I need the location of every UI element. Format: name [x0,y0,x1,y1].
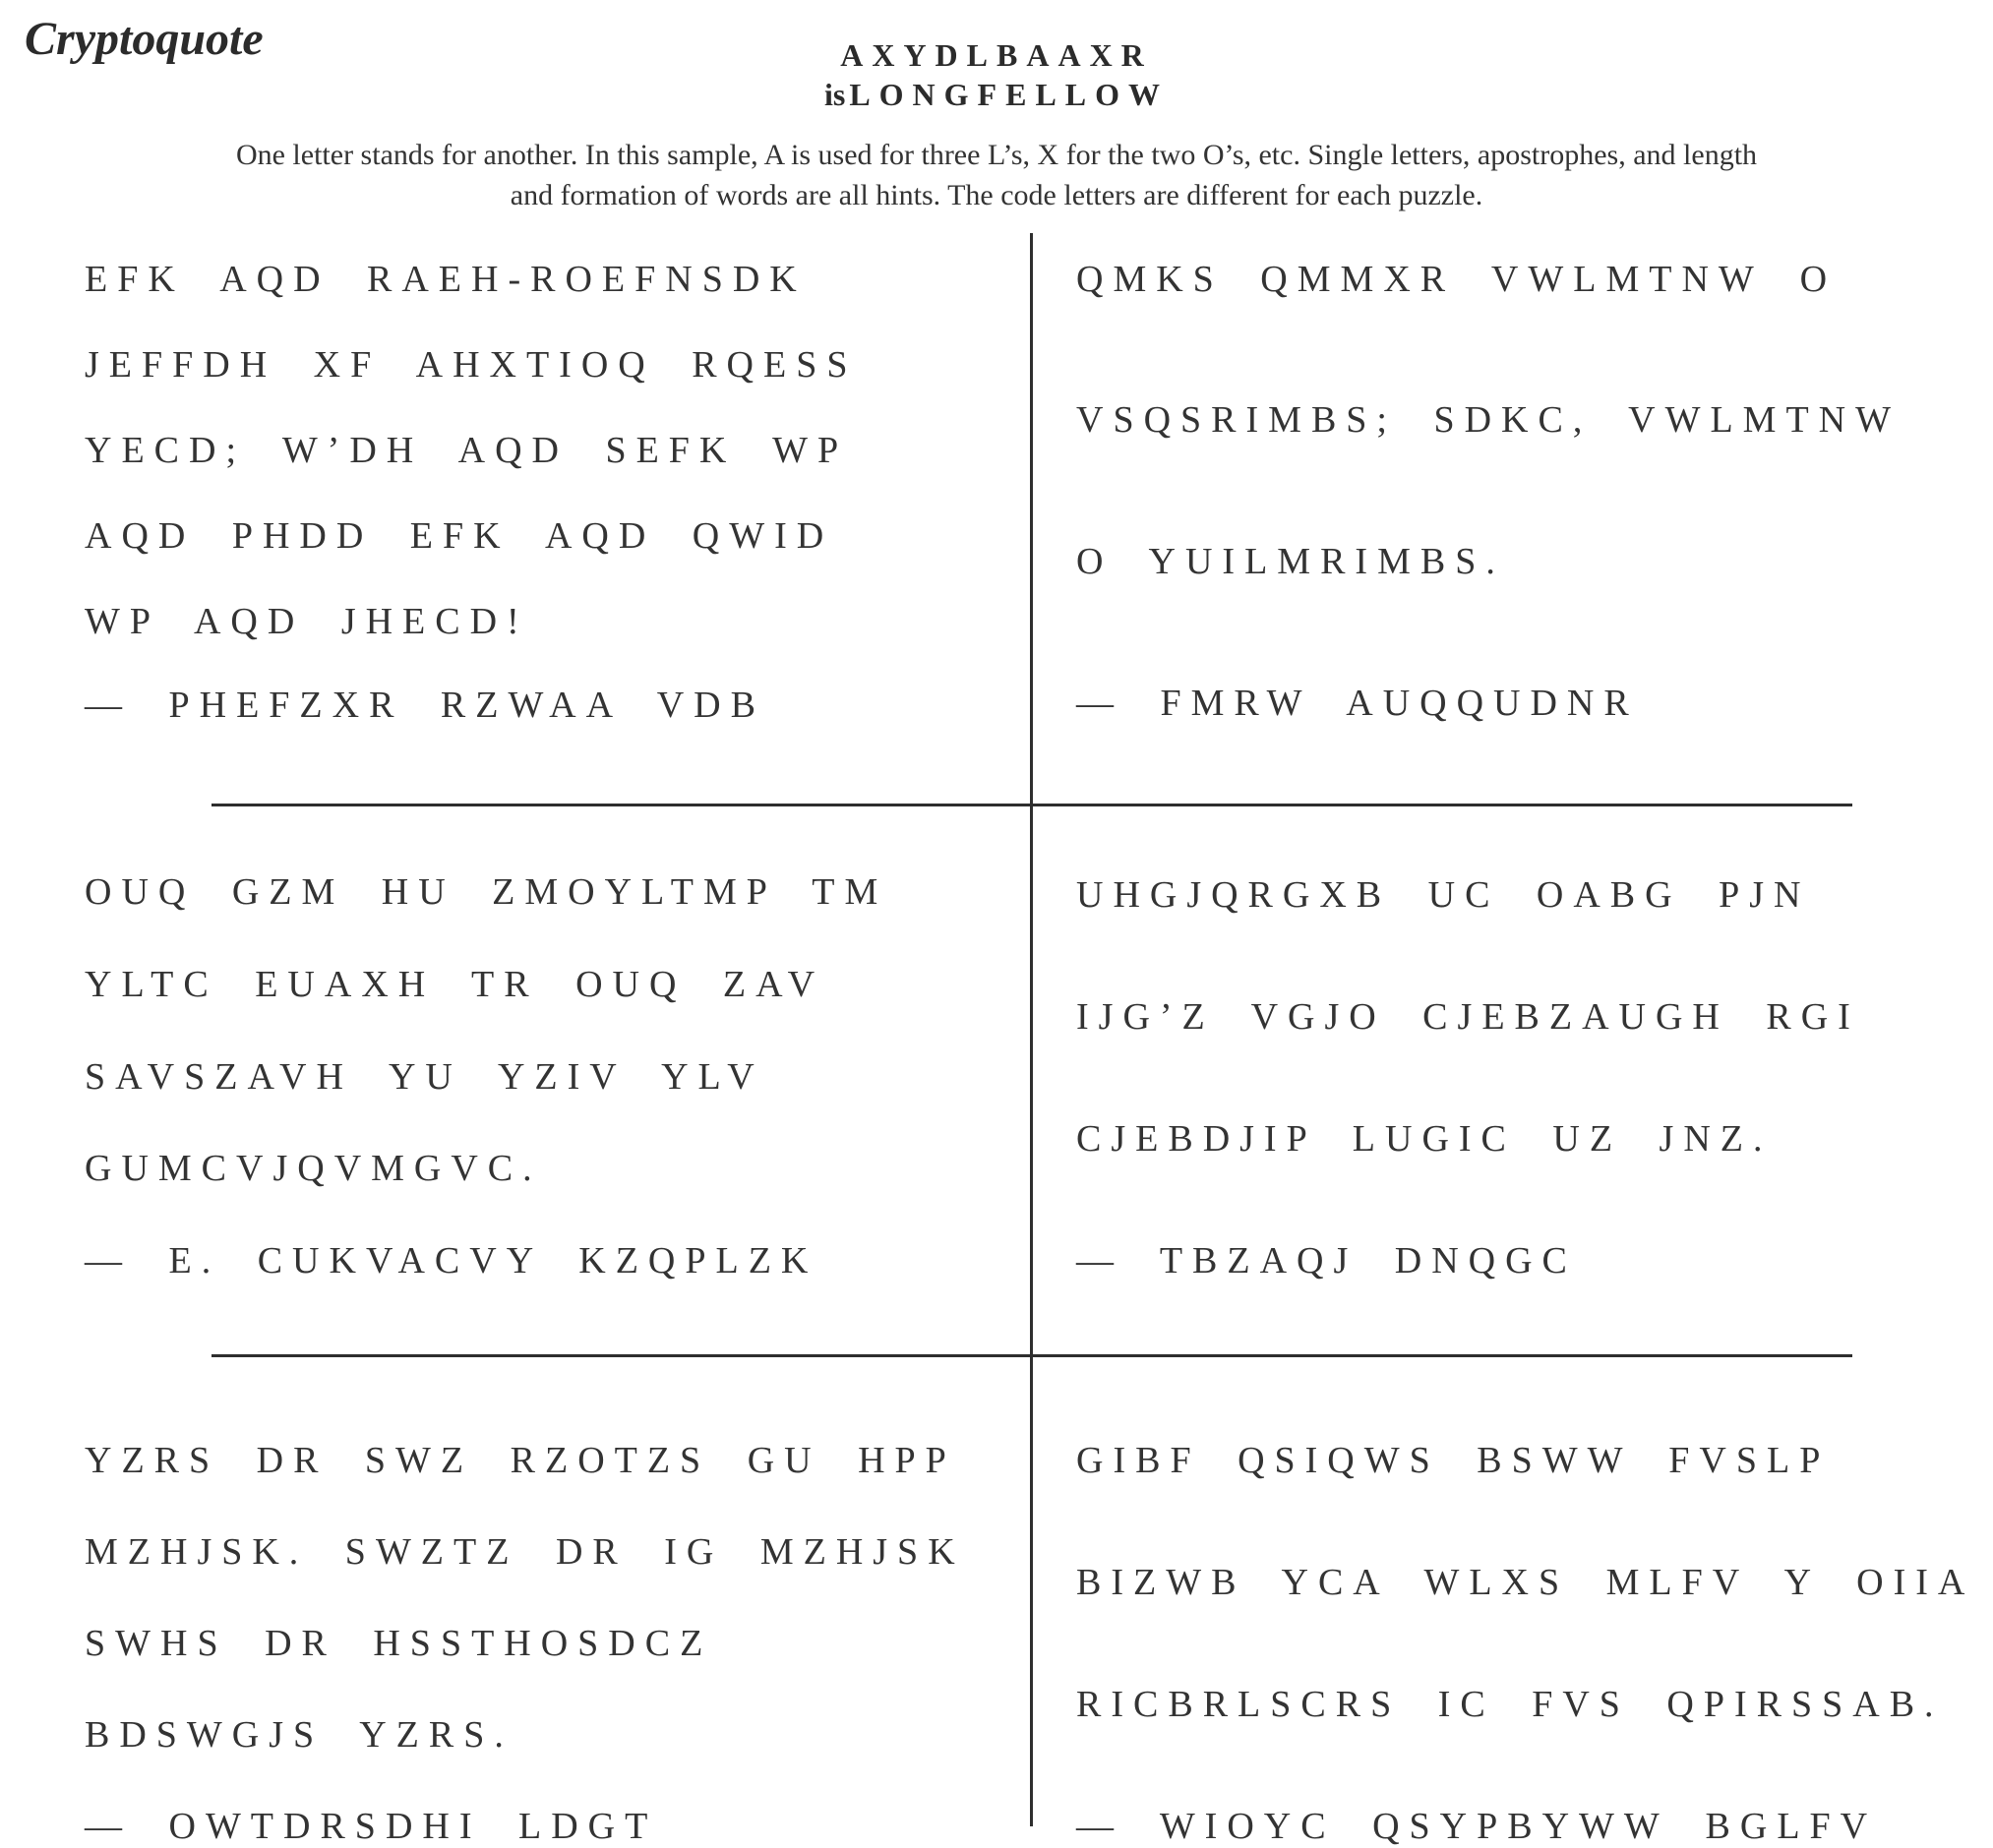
puzzle-author: — TBZAQJ DNQGC [1076,1240,1577,1282]
puzzle-line: OUQ GZM HU ZMOYLTMP TM [85,871,888,913]
puzzle-line: WP AQD JHECD! [85,601,529,642]
instructions [69,135,1924,215]
vertical-divider [1030,233,1033,1826]
page-title: Cryptoquote [25,13,264,65]
puzzle-line: MZHJSK. SWZTZ DR IG MZHJSK [85,1531,965,1573]
sample-plain-line [0,75,1993,114]
puzzle-line: SAVSZAVH YU YZIV YLV [85,1056,764,1098]
puzzle-author: — E. CUKVACVY KZQPLZK [85,1240,818,1282]
puzzle-line: YLTC EUAXH TR OUQ ZAV [85,964,825,1005]
puzzle-line: BIZWB YCA WLXS MLFV Y OIIA [1076,1562,1975,1603]
instructions-line-1: One letter stands for another. In this sample, A is used for three L’s, X for the two O’s, etc. Single letters, apostrophes, and length [235,139,1758,171]
instructions-line-2: and formation of words are all hints. The code letters are different for each puzzle. [510,179,1483,211]
puzzle-line: QMKS QMMXR VWLMTNW O [1076,259,1838,300]
sample-code: AXYDLBAAXR [840,37,1153,73]
puzzle-line: SWHS DR HSSTHOSDCZ [85,1623,713,1664]
puzzle-author: — FMRW AUQQUDNR [1076,683,1639,724]
puzzle-line: IJG’Z VGJO CJEBZAUGH RGI [1076,996,1860,1038]
puzzle-line: VSQSRIMBS; SDKC, VWLMTNW [1076,399,1901,441]
puzzle-line: BDSWGJS YZRS. [85,1714,513,1756]
puzzle-line: YZRS DR SWZ RZOTZS GU HPP [85,1440,956,1481]
puzzle-author: — OWTDRSDHI LDGT [85,1806,658,1847]
puzzle-line: UHGJQRGXB UC OABG PJN [1076,874,1811,916]
puzzle-line: RICBRLSCRS IC FVS QPIRSSAB. [1076,1684,1944,1725]
sample-is-word: is [823,77,846,112]
puzzle-line: EFK AQD RAEH-ROEFNSDK [85,259,807,300]
puzzle-author: — PHEFZXR RZWAA VDB [85,685,765,726]
puzzle-line: YECD; W’DH AQD SEFK WP [85,430,849,471]
puzzle-line: GIBF QSIQWS BSWW FVSLP [1076,1440,1831,1481]
horizontal-divider-1 [211,804,1852,806]
sample-plain: LONGFELLOW [849,77,1170,112]
puzzle-author: — WIOYC QSYPBYWW BGLFV [1076,1806,1878,1847]
puzzle-line: AQD PHDD EFK AQD QWID [85,515,834,557]
puzzle-line: JEFFDH XF AHXTIOQ RQESS [85,344,858,386]
puzzle-line: O YUILMRIMBS. [1076,541,1505,582]
puzzle-line: GUMCVJQVMGVC. [85,1148,542,1189]
puzzle-line: CJEBDJIP LUGIC UZ JNZ. [1076,1118,1773,1160]
horizontal-divider-2 [211,1354,1852,1357]
